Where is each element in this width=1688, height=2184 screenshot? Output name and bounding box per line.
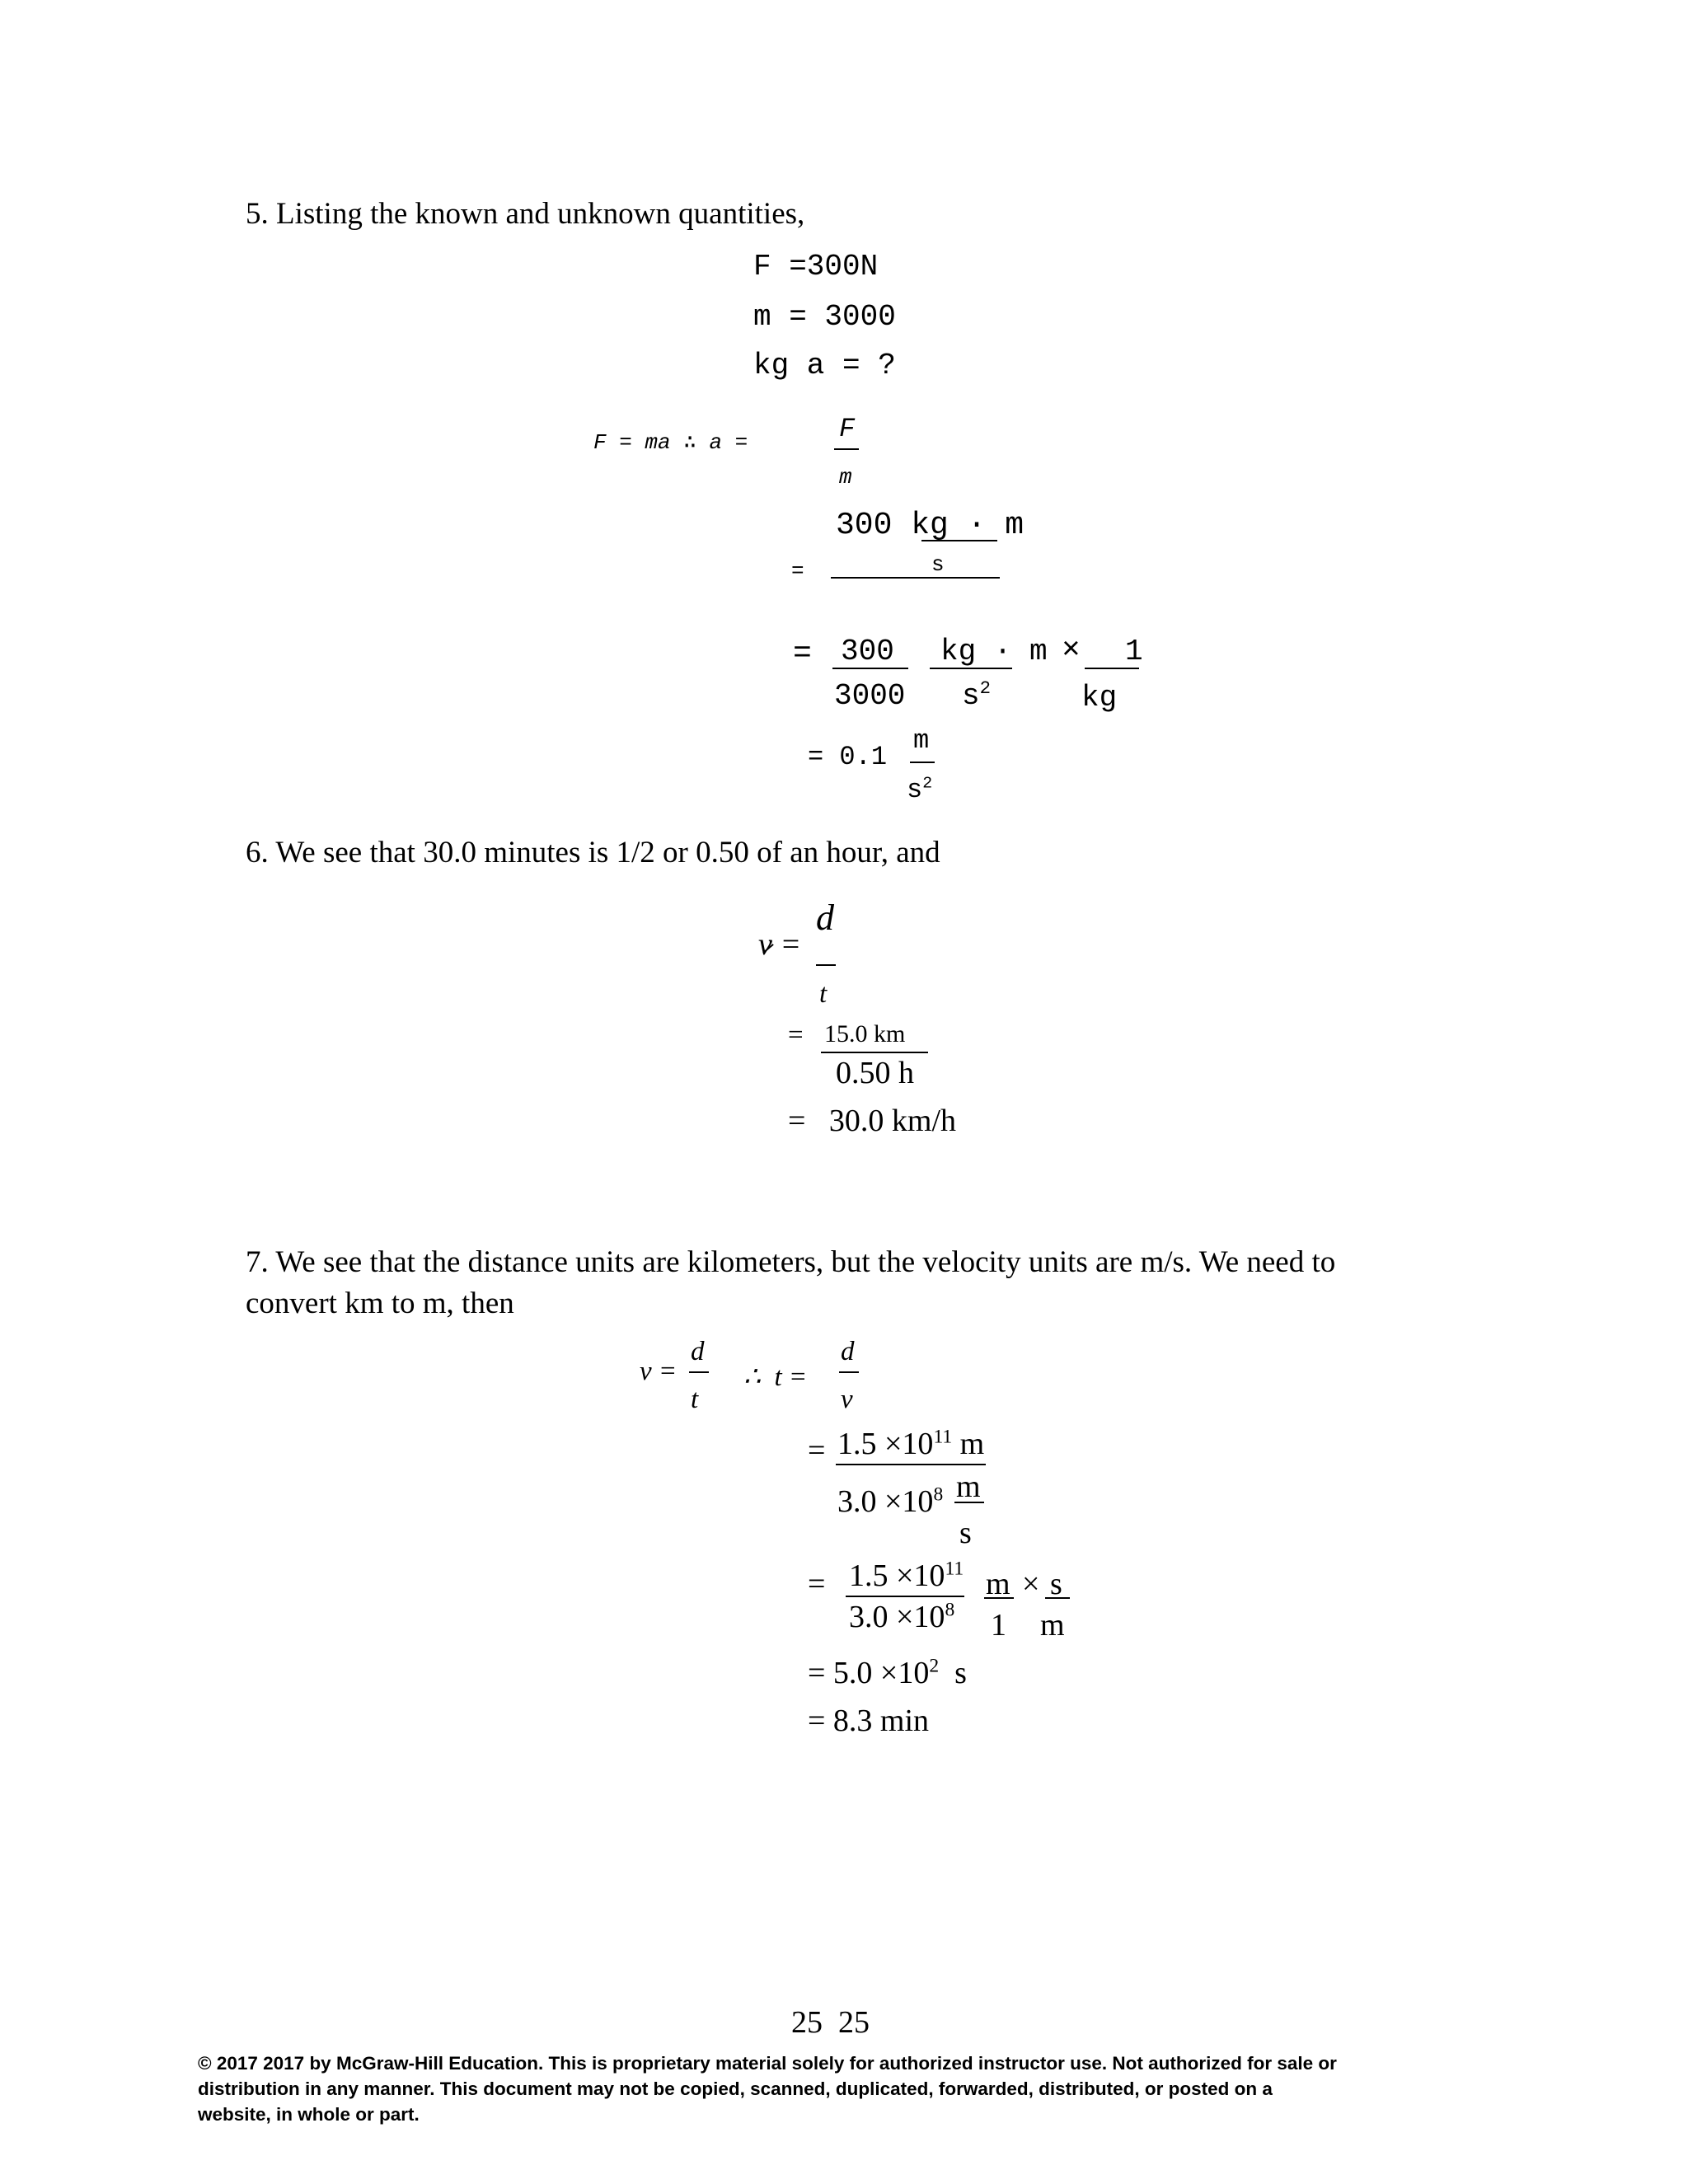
fraction-bar [831,577,1000,579]
step3-unit-den: $s^2$ [907,773,933,805]
step2-conv-num: 1 [1125,635,1143,668]
copyright-line-3: website, in whole or part. [198,2104,420,2125]
fraction-bar [1085,668,1139,669]
step1-denominator: s [931,552,945,577]
step2-num-value: 300 [841,635,894,668]
times-sign: × [1022,1567,1040,1601]
times-sign: × [1062,633,1081,668]
step2-unit1-num: m [986,1567,1010,1601]
fraction-bar [930,668,1012,669]
time-value: 0.50 h [836,1056,914,1090]
step2-den: $3.0 \times 10^8$ [849,1599,955,1634]
step1-numerator: 300 kg · m [836,508,1025,543]
step3-unit-num: m [913,725,930,756]
step2-unit1-den: 1 [991,1608,1006,1643]
velocity-def-num: d [691,1337,705,1366]
step1-equals: = [808,1433,826,1468]
problem-7-intro-line1: 7. We see that the distance units are kilometers, but the velocity units are m/s. We need to [246,1245,1336,1279]
velocity-def-den: t [819,979,828,1009]
page-number: 25 25 [791,2005,870,2040]
speed-value: $3.0 \times 10^8$ [837,1483,944,1519]
fraction-bar [816,964,836,966]
time-def-num: d [841,1337,855,1366]
speed-unit-num: m [956,1469,981,1504]
speed-unit-den: s [959,1516,972,1550]
fraction-bar [910,762,935,763]
step1-equals: = [788,1020,804,1050]
problem-5-intro: 5. Listing the known and unknown quantities, [246,197,805,231]
fraction-bar [821,1052,928,1053]
unit-underline [921,540,997,541]
velocity-result: = 30.0 km/h [788,1104,957,1138]
velocity-def-num: d [816,898,834,938]
copyright-line-2: distribution in any manner. This document may not be copied, scanned, duplicated, forwarded, distributed, or posted on a [198,2079,1273,2099]
fraction-bar [836,1464,986,1465]
given-force: F =300N [753,250,879,284]
time-def-den: v [841,1385,853,1414]
step2-unit2-num: s [1050,1567,1062,1601]
fraction-bar [839,1371,859,1373]
formula-numerator: F [839,414,856,444]
therefore-time: ∴ t = [743,1362,808,1392]
step3-result: = 0.1 [808,742,888,772]
step2-unit-den: $s^2$ [962,677,991,713]
fraction-bar [846,1596,964,1597]
problem-6-intro: 6. We see that 30.0 minutes is 1/2 or 0.50 of an hour, and [246,836,940,869]
step2-den-value: 3000 [834,679,906,713]
fraction-bar [984,1597,1014,1599]
distance-value: $1.5 \times 10^{11}$ m [837,1426,985,1461]
step2-unit2-den: m [1040,1608,1065,1643]
step3-result: = $5.0 \times 10^2$ s [808,1655,967,1690]
fraction-bar [1045,1597,1070,1599]
step2-equals: = [793,636,812,672]
given-mass: m = 3000 [753,300,896,334]
fraction-bar [954,1502,984,1503]
step2-num: $1.5 \times 10^{11}$ [849,1558,964,1593]
fraction-bar [689,1371,709,1373]
velocity-def-den: t [691,1385,699,1414]
unknown-acceleration: kg a = ? [753,349,896,382]
velocity-def-lhs: v = [640,1357,678,1386]
fraction-bar [834,448,859,450]
fraction-bar [832,668,908,669]
newton-second-law: F = ma ∴ a = [593,430,748,455]
step2-unit-num: kg · m [940,635,1048,668]
copyright-line-1: © 2017 2017 by McGraw-Hill Education. This is proprietary material solely for authorized instructor use. Not authorized for sale or [198,2053,1337,2074]
velocity-def-lhs: v = [758,927,802,962]
formula-denominator: m [839,465,852,490]
step1-equals: = [791,559,804,583]
distance-value: 15.0 km [824,1020,906,1047]
step2-conv-den: kg [1081,681,1118,715]
problem-7-intro-line2: convert km to m, then [246,1286,514,1320]
final-result: = 8.3 min [808,1704,930,1738]
step2-equals: = [808,1567,826,1601]
